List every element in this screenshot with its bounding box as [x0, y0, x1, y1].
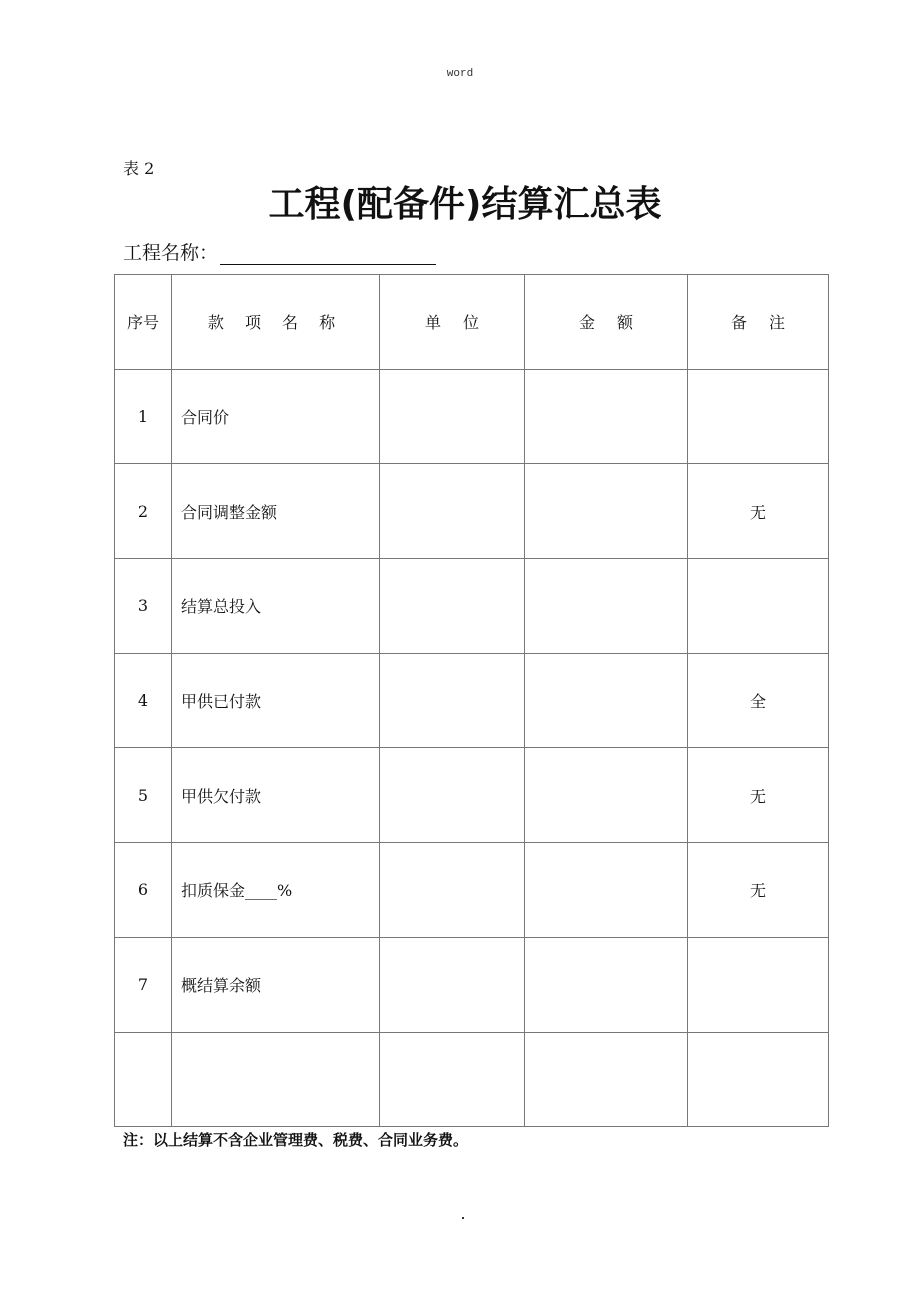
row-amount[interactable]	[525, 843, 688, 938]
row-item: 甲供欠付款	[172, 748, 380, 843]
row-item: 结算总投入	[172, 559, 380, 654]
row-unit[interactable]	[380, 369, 525, 464]
row-index: 4	[115, 653, 172, 748]
row-amount[interactable]	[525, 559, 688, 654]
table-header-row	[115, 275, 829, 370]
row-unit[interactable]	[380, 843, 525, 938]
table-row	[115, 653, 829, 748]
table-row	[115, 464, 829, 559]
header-note: 备注	[688, 275, 829, 370]
row-index: 3	[115, 559, 172, 654]
table-row	[115, 559, 829, 654]
row-note[interactable]	[688, 559, 829, 654]
row-index: 2	[115, 464, 172, 559]
row-amount[interactable]	[525, 464, 688, 559]
table-row	[115, 937, 829, 1032]
header-amount: 金额	[525, 275, 688, 370]
row-index: 1	[115, 369, 172, 464]
header-item: 款 项 名 称	[172, 275, 380, 370]
row-unit[interactable]	[380, 464, 525, 559]
row-note[interactable]: 无	[688, 464, 829, 559]
row-amount[interactable]	[525, 748, 688, 843]
row-index: 5	[115, 748, 172, 843]
header-unit: 单位	[380, 275, 525, 370]
table-row	[115, 369, 829, 464]
row-item: 扣质保金____%	[172, 843, 380, 938]
row-unit[interactable]	[380, 1032, 525, 1127]
row-item[interactable]	[172, 1032, 380, 1127]
row-index: 7	[115, 937, 172, 1032]
table-row	[115, 843, 829, 938]
row-index: 6	[115, 843, 172, 938]
row-item: 合同调整金额	[172, 464, 380, 559]
row-amount[interactable]	[525, 1032, 688, 1127]
project-name-field[interactable]	[220, 242, 436, 265]
document-title: 工程(配备件)结算汇总表	[268, 184, 662, 225]
row-note[interactable]: 无	[688, 748, 829, 843]
row-amount[interactable]	[525, 369, 688, 464]
row-item: 合同价	[172, 369, 380, 464]
row-note[interactable]	[688, 369, 829, 464]
table-row	[115, 1032, 829, 1127]
footnote: 注：以上结算不含企业管理费、税费、合同业务费。	[123, 1131, 469, 1149]
row-item: 甲供已付款	[172, 653, 380, 748]
row-note[interactable]: 无	[688, 843, 829, 938]
row-amount[interactable]	[525, 937, 688, 1032]
page-footer-dot	[462, 1217, 464, 1219]
row-note[interactable]	[688, 937, 829, 1032]
row-unit[interactable]	[380, 748, 525, 843]
table-row	[115, 748, 829, 843]
table-label: 表 2	[123, 159, 155, 178]
row-unit[interactable]	[380, 653, 525, 748]
header-index: 序号	[115, 275, 172, 370]
page-header: word	[446, 68, 474, 80]
row-unit[interactable]	[380, 559, 525, 654]
row-item: 概结算余额	[172, 937, 380, 1032]
project-name-line	[123, 238, 436, 265]
row-note[interactable]	[688, 1032, 829, 1127]
row-note[interactable]: 全	[688, 653, 829, 748]
project-name-label: 工程名称：	[123, 242, 219, 264]
row-amount[interactable]	[525, 653, 688, 748]
row-index[interactable]	[115, 1032, 172, 1127]
settlement-summary-table	[114, 274, 829, 1127]
row-unit[interactable]	[380, 937, 525, 1032]
